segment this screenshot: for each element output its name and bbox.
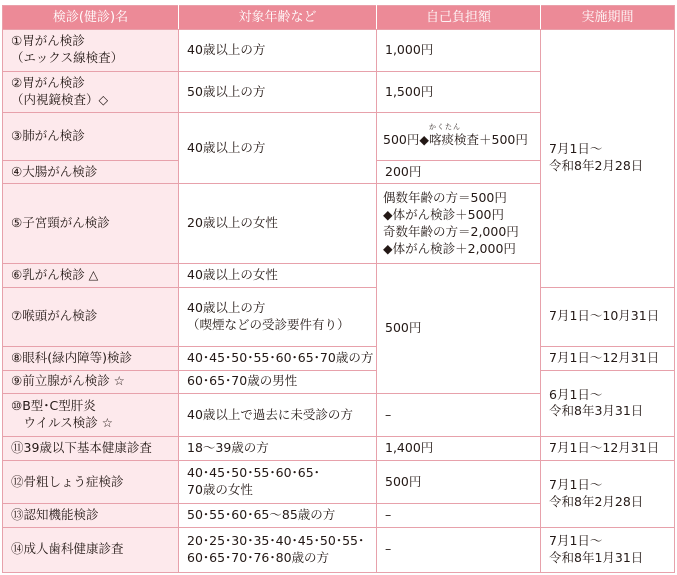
target-cell: 40歳以上で過去に未受診の方 (179, 394, 377, 437)
header-row (3, 6, 675, 30)
cost-cell: 500円 (377, 263, 541, 393)
cost-cell: – (377, 503, 541, 527)
period-cell: 7月1日〜10月31日 (541, 287, 675, 346)
exam-name: ⑩B型･C型肝炎 ウイルス検診 ☆ (3, 394, 179, 437)
table-row (3, 346, 675, 370)
exam-name: ⑨前立腺がん検診 ☆ (3, 370, 179, 394)
header-cost: 自己負担額 (377, 6, 541, 30)
cost-cell: 1,000円 (377, 30, 541, 72)
cost-cell: 200円 (377, 160, 541, 184)
cost-cell: – (377, 527, 541, 572)
exam-name: ⑪39歳以下基本健康診査 (3, 437, 179, 461)
target-cell: 40歳以上の方 （喫煙などの受診要件有り） (179, 287, 377, 346)
period-cell: 6月1日〜 令和8年3月31日 (541, 370, 675, 437)
period-cell: 7月1日〜 令和8年1月31日 (541, 527, 675, 572)
exam-schedule-table (2, 5, 675, 573)
header-period: 実施期間 (541, 6, 675, 30)
exam-name: ⑤子宮頸がん検診 (3, 184, 179, 264)
cost-cell: 偶数年齢の方＝500円 ◆体がん検診＋500円 奇数年齢の方＝2,000円 ◆体がん検診＋2,000円 (377, 184, 541, 264)
period-cell: 7月1日〜 令和8年2月28日 (541, 460, 675, 527)
target-cell: 40･45･50･55･60･65･70歳の方 (179, 346, 377, 370)
exam-name: ⑫骨粗しょう症検診 (3, 460, 179, 503)
header-target: 対象年齢など (179, 6, 377, 30)
header-name: 検診(健診)名 (3, 6, 179, 30)
table-row (3, 30, 675, 72)
exam-name: ⑧眼科(緑内障等)検診 (3, 346, 179, 370)
exam-name: ⑬認知機能検診 (3, 503, 179, 527)
exam-name: ④大腸がん検診 (3, 160, 179, 184)
table-row (3, 460, 675, 503)
table-row (3, 287, 675, 346)
target-cell: 50歳以上の方 (179, 71, 377, 113)
target-cell: 20･25･30･35･40･45･50･55･ 60･65･70･76･80歳の方 (179, 527, 377, 572)
table-row (3, 437, 675, 461)
exam-name: ①胃がん検診 （エックス線検査） (3, 30, 179, 72)
target-cell: 50･55･60･65〜85歳の方 (179, 503, 377, 527)
period-cell: 7月1日〜12月31日 (541, 437, 675, 461)
exam-name: ③肺がん検診 (3, 113, 179, 160)
exam-name: ⑥乳がん検診 △ (3, 263, 179, 287)
cost-cell: 1,500円 (377, 71, 541, 113)
exam-name: ⑭成人歯科健康診査 (3, 527, 179, 572)
period-cell: 7月1日〜12月31日 (541, 346, 675, 370)
cost-cell: – (377, 394, 541, 437)
period-cell: 7月1日〜 令和8年2月28日 (541, 30, 675, 288)
cost-cell: 500円◆ かくたん 喀痰検査＋500円 (377, 113, 541, 160)
table-row (3, 527, 675, 572)
target-cell: 40歳以上の女性 (179, 263, 377, 287)
cost-cell: 1,400円 (377, 437, 541, 461)
target-cell: 40歳以上の方 (179, 113, 377, 184)
target-cell: 40･45･50･55･60･65･ 70歳の女性 (179, 460, 377, 503)
target-cell: 60･65･70歳の男性 (179, 370, 377, 394)
cost-cell: 500円 (377, 460, 541, 503)
exam-name: ②胃がん検診 （内視鏡検査）◇ (3, 71, 179, 113)
target-cell: 20歳以上の女性 (179, 184, 377, 264)
target-cell: 18〜39歳の方 (179, 437, 377, 461)
exam-name: ⑦喉頭がん検診 (3, 287, 179, 346)
table-row (3, 370, 675, 394)
target-cell: 40歳以上の方 (179, 30, 377, 72)
